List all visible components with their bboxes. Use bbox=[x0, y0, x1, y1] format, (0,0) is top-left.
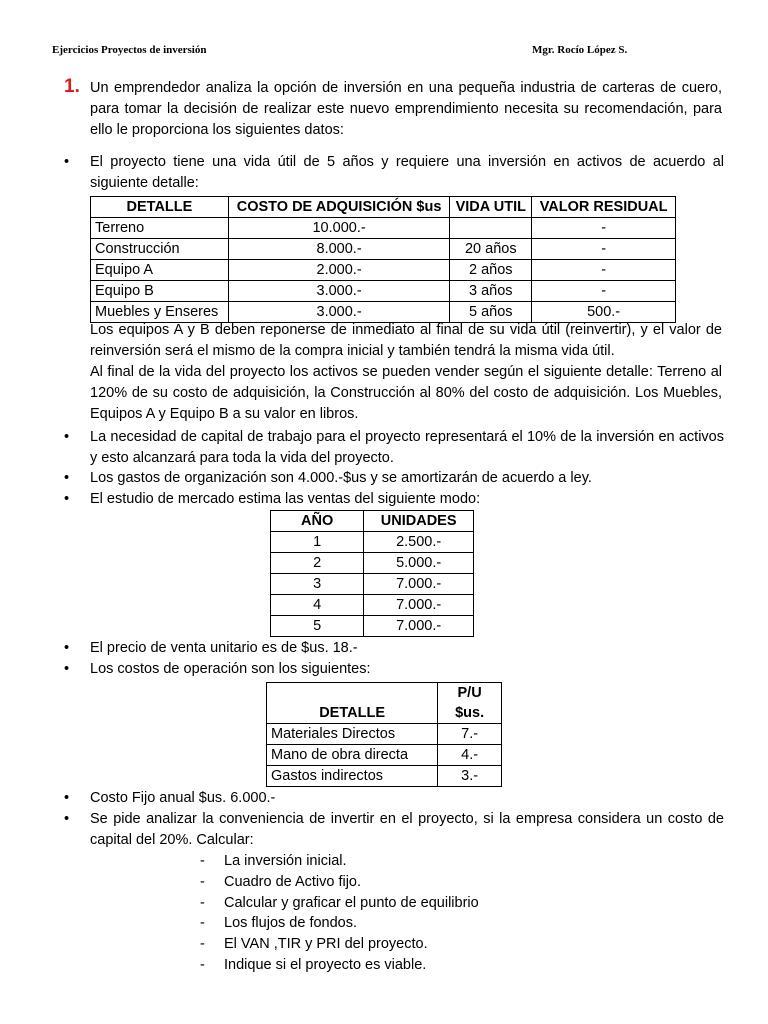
table-row bbox=[271, 553, 474, 574]
table-cell: - bbox=[532, 218, 676, 239]
table-cell: Terreno bbox=[91, 218, 229, 239]
table-cell: 500.- bbox=[532, 302, 676, 323]
bullet-unit-price bbox=[64, 638, 724, 659]
operating-costs-table bbox=[266, 682, 502, 787]
table-cell: Equipo B bbox=[91, 281, 229, 302]
bullet-icon: • bbox=[64, 154, 70, 170]
exercise-number: 1. bbox=[64, 76, 80, 97]
bullet-icon: • bbox=[64, 661, 70, 677]
table-header-cell: DETALLE bbox=[91, 197, 229, 218]
table-header-cell: VALOR RESIDUAL bbox=[532, 197, 676, 218]
pu-header-line: P/U bbox=[457, 685, 482, 701]
dash-marker: - bbox=[200, 957, 205, 973]
table-header-row bbox=[271, 511, 474, 532]
bullet-working-capital bbox=[64, 427, 724, 469]
table-cell: 5 bbox=[271, 616, 364, 637]
table-row bbox=[267, 766, 502, 787]
table-header-cell: COSTO DE ADQUISICIÓN $us bbox=[228, 197, 450, 218]
table-cell: - bbox=[532, 260, 676, 281]
table-cell: Equipo A bbox=[91, 260, 229, 281]
task-item bbox=[200, 955, 426, 976]
table-cell: 7.000.- bbox=[364, 595, 474, 616]
sales-table bbox=[270, 510, 474, 637]
table-cell: 2 bbox=[271, 553, 364, 574]
bullet-project-life bbox=[64, 152, 724, 194]
table-row bbox=[271, 532, 474, 553]
bullet-icon: • bbox=[64, 790, 70, 806]
bullet-text: El precio de venta unitario es de $us. 18.- bbox=[90, 640, 358, 656]
table-cell: 2.000.- bbox=[228, 260, 450, 281]
task-item bbox=[200, 851, 347, 872]
bullet-text: El estudio de mercado estima las ventas del siguiente modo: bbox=[90, 491, 481, 507]
currency-header-line: $us. bbox=[455, 705, 485, 721]
table-cell: 2 años bbox=[450, 260, 532, 281]
table-row bbox=[91, 281, 676, 302]
task-text: Cuadro de Activo fijo. bbox=[224, 874, 362, 890]
table-cell: Gastos indirectos bbox=[267, 766, 438, 787]
task-text: Indique si el proyecto es viable. bbox=[224, 957, 427, 973]
bullet-fixed-cost bbox=[64, 788, 724, 809]
table-header-cell: AÑO bbox=[271, 511, 364, 532]
dash-marker: - bbox=[200, 895, 205, 911]
table-cell: 1 bbox=[271, 532, 364, 553]
table-cell: 3.000.- bbox=[228, 281, 450, 302]
bullet-text: Los gastos de organización son 4.000.-$us y se amortizarán de acuerdo a ley. bbox=[90, 470, 592, 486]
table-row bbox=[267, 724, 502, 745]
task-text: La inversión inicial. bbox=[224, 853, 347, 869]
task-text: Calcular y graficar el punto de equilibrio bbox=[224, 895, 479, 911]
table-cell: 8.000.- bbox=[228, 239, 450, 260]
bullet-organization-costs bbox=[64, 468, 724, 489]
dash-marker: - bbox=[200, 874, 205, 890]
task-item bbox=[200, 893, 479, 914]
table-cell: 3.- bbox=[438, 766, 502, 787]
dash-marker: - bbox=[200, 853, 205, 869]
bullet-icon: • bbox=[64, 429, 70, 445]
header-left: Ejercicios Proyectos de inversión bbox=[52, 44, 207, 56]
table-header-cell: VIDA UTIL bbox=[450, 197, 532, 218]
asset-sale-paragraph: Al final de la vida del proyecto los activos se pueden vender según el siguiente detalle: Terreno al 120% de su costo de adquisición, la Construcción al 80% del costo de adquisición. Los Muebles, Equipos A y Equipo B a su valor en libros. bbox=[90, 364, 722, 422]
bullet-text: La necesidad de capital de trabajo para el proyecto representará el 10% de la inversión en activos y esto alcanzará para toda la vida del proyecto. bbox=[90, 429, 724, 466]
table-cell: Muebles y Enseres bbox=[91, 302, 229, 323]
table-cell: Construcción bbox=[91, 239, 229, 260]
bullet-market-study bbox=[64, 489, 724, 510]
exercise-intro: Un emprendedor analiza la opción de inversión en una pequeña industria de carteras de cuero, para tomar la decisión de realizar este nuevo emprendimiento necesita su recomendación, para ello le proporciona los siguientes datos: bbox=[90, 80, 722, 138]
dash-marker: - bbox=[200, 915, 205, 931]
table-header-cell bbox=[438, 683, 502, 724]
table-cell: 10.000.- bbox=[228, 218, 450, 239]
table-cell: 7.000.- bbox=[364, 616, 474, 637]
bullet-operating-costs bbox=[64, 659, 724, 680]
assets-table bbox=[90, 196, 676, 323]
task-text: Los flujos de fondos. bbox=[224, 915, 358, 931]
table-header-cell: DETALLE bbox=[267, 683, 438, 724]
bullet-text: Costo Fijo anual $us. 6.000.- bbox=[90, 790, 276, 806]
table-cell: 5.000.- bbox=[364, 553, 474, 574]
table-row bbox=[271, 616, 474, 637]
bullet-icon: • bbox=[64, 640, 70, 656]
task-item bbox=[200, 934, 428, 955]
table-header-row bbox=[267, 683, 502, 724]
bullet-icon: • bbox=[64, 491, 70, 507]
task-text: El VAN ,TIR y PRI del proyecto. bbox=[224, 936, 428, 952]
table-row bbox=[271, 574, 474, 595]
dash-marker: - bbox=[200, 936, 205, 952]
table-header-cell: UNIDADES bbox=[364, 511, 474, 532]
table-cell: 4.- bbox=[438, 745, 502, 766]
table-row bbox=[91, 260, 676, 281]
reinvestment-paragraph: Los equipos A y B deben reponerse de inmediato al final de su vida útil (reinvertir), y el valor de reinversión será el mismo de la compra inicial y también tendrá la misma vida útil. bbox=[90, 322, 722, 359]
table-row bbox=[271, 595, 474, 616]
table-cell bbox=[450, 218, 532, 239]
bullet-text: Los costos de operación son los siguientes: bbox=[90, 661, 371, 677]
table-cell: - bbox=[532, 281, 676, 302]
table-cell: 5 años bbox=[450, 302, 532, 323]
table-cell: 20 años bbox=[450, 239, 532, 260]
bullet-icon: • bbox=[64, 470, 70, 486]
table-cell: 2.500.- bbox=[364, 532, 474, 553]
header-author: Mgr. Rocío López S. bbox=[532, 44, 628, 56]
task-item bbox=[200, 913, 357, 934]
bullet-text: El proyecto tiene una vida útil de 5 años y requiere una inversión en activos de acuerdo al siguiente detalle: bbox=[90, 154, 724, 191]
table-cell: 7.000.- bbox=[364, 574, 474, 595]
table-cell: Mano de obra directa bbox=[267, 745, 438, 766]
table-row bbox=[91, 239, 676, 260]
table-cell: 3 bbox=[271, 574, 364, 595]
table-cell: 7.- bbox=[438, 724, 502, 745]
table-cell: - bbox=[532, 239, 676, 260]
table-cell: 3.000.- bbox=[228, 302, 450, 323]
table-row bbox=[267, 745, 502, 766]
task-item bbox=[200, 872, 361, 893]
bullet-analysis-request bbox=[64, 809, 724, 851]
table-header-row bbox=[91, 197, 676, 218]
bullet-text: Se pide analizar la conveniencia de invertir en el proyecto, si la empresa considera un costo de capital del 20%. Calcular: bbox=[90, 811, 724, 848]
table-cell: 3 años bbox=[450, 281, 532, 302]
table-row bbox=[91, 218, 676, 239]
table-cell: Materiales Directos bbox=[267, 724, 438, 745]
table-cell: 4 bbox=[271, 595, 364, 616]
bullet-icon: • bbox=[64, 811, 70, 827]
